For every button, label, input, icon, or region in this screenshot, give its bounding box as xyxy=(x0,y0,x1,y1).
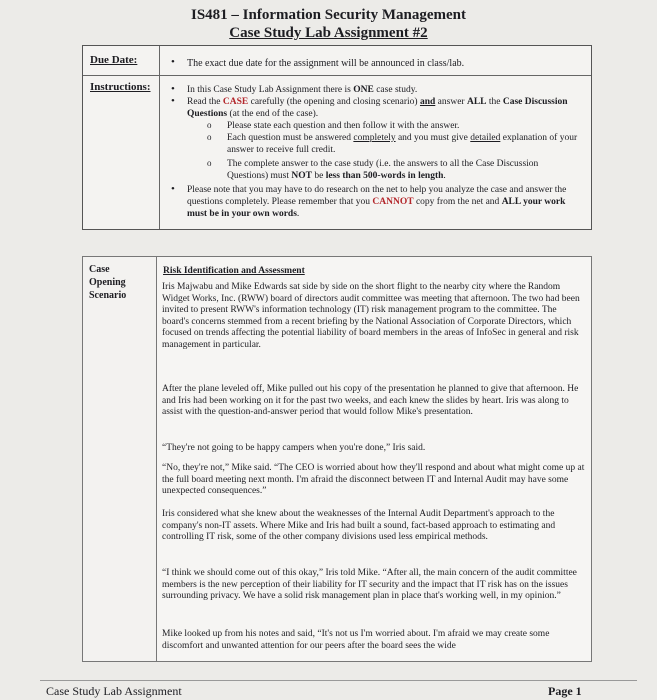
case-paragraph: “I think we should come out of this okay,” Iris told Mike. “After all, the main concern of the audit committee members is the new perception of their liability for IT security and the impact that IT risk has on the issues surrounding privacy. We have a solid risk management plan in place that's working well, in my opinion.” xyxy=(162,568,577,601)
instruction-subitem: The complete answer to the case study (i.e. the answers to all the Case Discussion Questions) must NOT be less than 500-words in length. xyxy=(227,159,539,181)
footer-divider xyxy=(40,680,637,681)
footer-title: Case Study Lab Assignment xyxy=(46,684,182,698)
instruction-subitem: Please state each question and then follow it with the answer. xyxy=(227,121,460,131)
case-title: Risk Identification and Assessment xyxy=(163,266,305,276)
assignment-title: Case Study Lab Assignment #2 xyxy=(229,25,428,41)
case-paragraph: “They're not going to be happy campers when you're done,” Iris said. xyxy=(162,443,426,453)
bullet-icon: • xyxy=(171,83,175,95)
case-paragraph: Mike looked up from his notes and said, “It's not us I'm worried about. I'm afraid we may create some discomfort and unwanted attention for our peers after the board sees the wide xyxy=(162,629,550,651)
sub-bullet-icon: o xyxy=(207,132,212,142)
due-date-text: The exact due date for the assignment will be announced in class/lab. xyxy=(187,58,465,69)
case-paragraph: “No, they're not,” Mike said. “The CEO is worried about how they'll respond and about what might come up at the full board meeting next month. I'm afraid the disconnect between IT and Internal Audit may have some unexpected consequences.” xyxy=(162,463,585,496)
sub-bullet-icon: o xyxy=(207,158,212,168)
instruction-item: Please note that you may have to do research on the net to help you analyze the case and answer the questions completely. Please remember that you CANNOT copy from the net and ALL your work must be in your own words. xyxy=(187,185,567,219)
case-paragraph: Iris Majwabu and Mike Edwards sat side by side on the short flight to the nearby city where the Random Widget Works, Inc. (RWW) board of directors audit committee was meeting that afternoon. The two had been invited to present RWW's information technology (IT) risk management program to the committee. The board's concerns stemmed from a recent briefing by the National Association of Corporate Directors, which focused on trends affecting the potential liability of board members in the areas of InfoSec in general and risk management in particular. xyxy=(162,282,580,350)
instruction-item: Read the CASE carefully (the opening and closing scenario) and answer ALL the Case Discussion Questions (at the end of the case). xyxy=(187,97,568,119)
table-divider-horizontal xyxy=(83,75,591,76)
case-paragraph: After the plane leveled off, Mike pulled out his copy of the presentation he planned to give that afternoon. He and Iris had been working on it for the past two weeks, and each knew the slides by heart. Iris was along to assist with the question-and-answer period that would follow Mike's presentation. xyxy=(162,384,579,417)
page-number: Page 1 xyxy=(548,684,582,698)
course-title: IS481 – Information Security Management xyxy=(191,7,466,23)
case-scenario-box xyxy=(156,256,592,662)
bullet-icon: • xyxy=(171,56,175,68)
instructions-label: Instructions: xyxy=(90,81,151,93)
case-paragraph: Iris considered what she knew about the weaknesses of the Internal Audit Department's approach to the company's non-IT assets. Where Mike and Iris had built a sound, fact-based approach to estimating and controlling IT risk, some of the other company divisions used less empirical methods. xyxy=(162,509,556,542)
document-title xyxy=(0,6,657,42)
sub-bullet-icon: o xyxy=(207,120,212,130)
due-date-label: Due Date: xyxy=(90,54,138,66)
instruction-subitem: Each question must be answered completely and you must give detailed explanation of your answer to receive full credit. xyxy=(227,133,578,155)
table-divider-vertical xyxy=(159,46,160,229)
bullet-icon: • xyxy=(171,95,175,107)
instruction-item: In this Case Study Lab Assignment there is ONE case study. xyxy=(187,85,418,95)
case-opening-scenario-label: Case Opening Scenario xyxy=(82,256,156,662)
assignment-info-table xyxy=(82,45,592,230)
bullet-icon: • xyxy=(171,183,175,195)
